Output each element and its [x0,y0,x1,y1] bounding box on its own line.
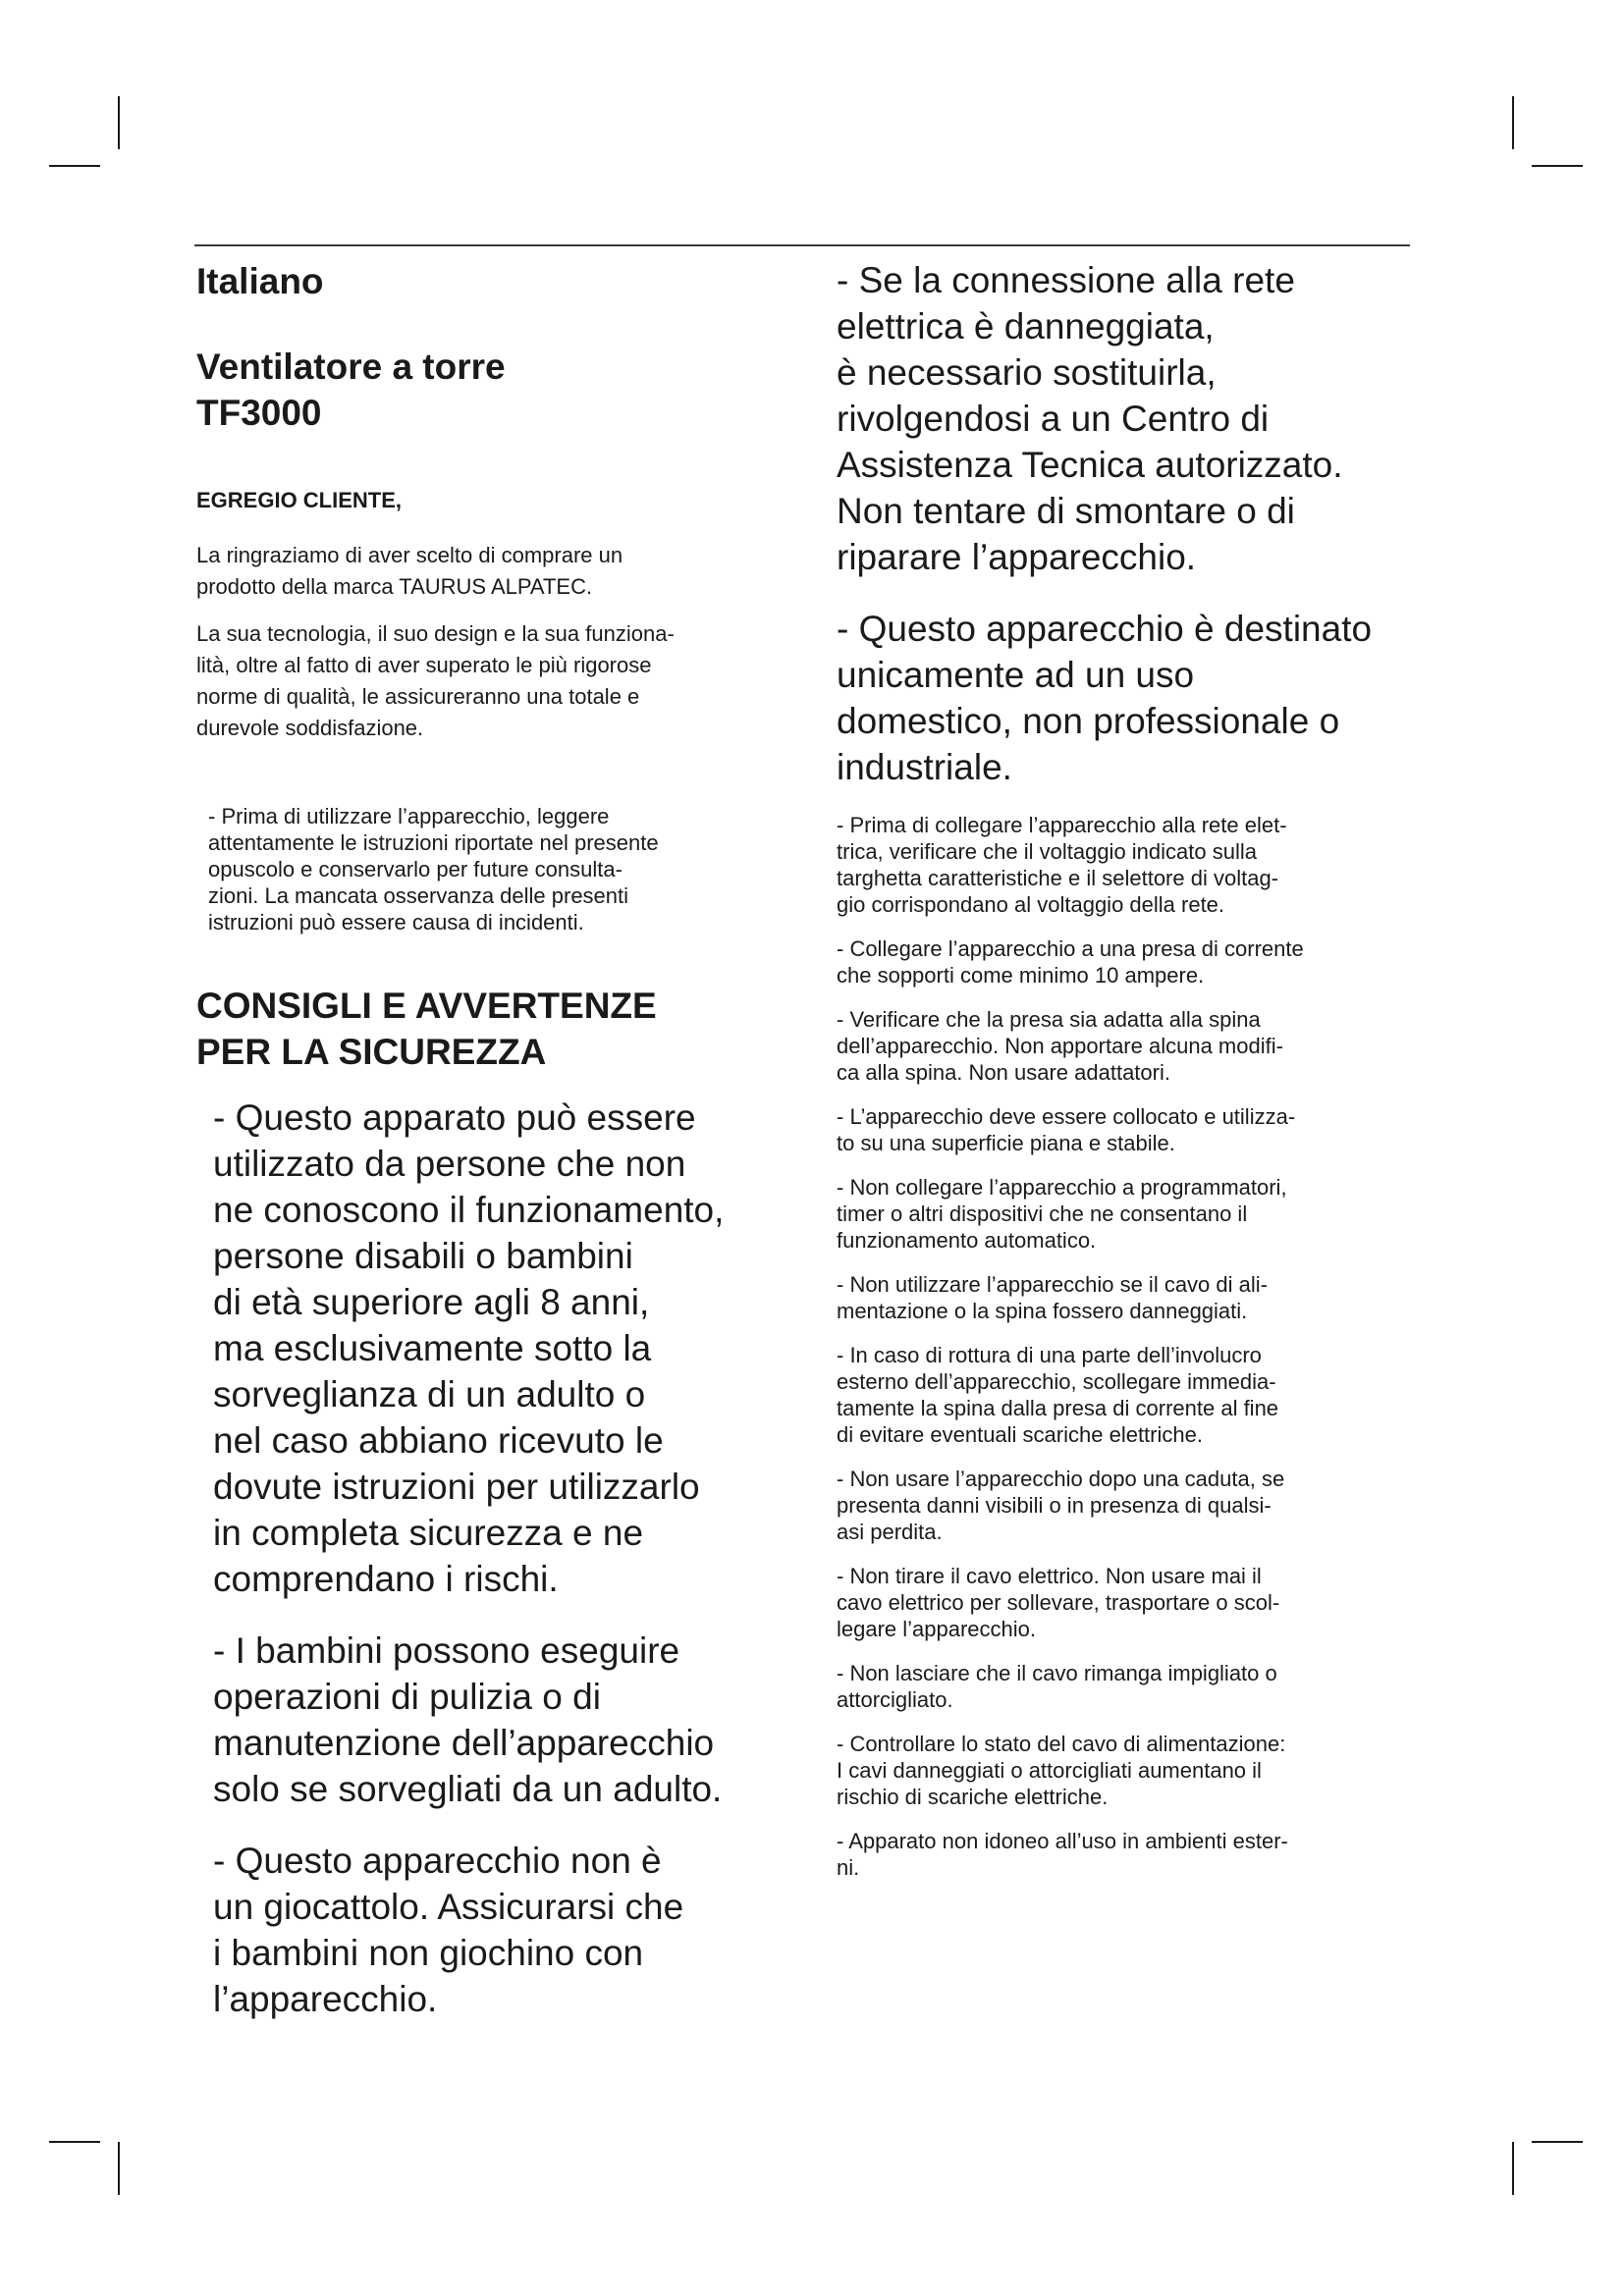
text-line: legare l’apparecchio. [837,1617,1037,1641]
crop-mark-bottom-left-horizontal [49,2141,100,2143]
text-line: rischio di scariche elettriche. [837,1785,1109,1809]
text-line: trica, verificare che il voltaggio indicato sulla [837,839,1257,864]
text-line: - Non lasciare che il cavo rimanga impigliato o [837,1661,1277,1685]
text-line: istruzioni può essere causa di incidenti. [208,910,584,934]
crop-mark-top-right-vertical [1512,96,1514,149]
text-line: nel caso abbiano ricevuto le [213,1420,664,1461]
left-column [196,257,805,2022]
text-line: - Se la connessione alla rete [837,260,1295,300]
text-line: prodotto della marca TAURUS ALPATEC. [196,574,593,599]
text-line: Assistenza Tecnica autorizzato. [837,445,1343,485]
text-line: mentazione o la spina fossero danneggiati. [837,1299,1248,1323]
text-line: comprendano i rischi. [213,1559,559,1599]
small-warning-3 [837,1006,1416,1086]
small-warning-5 [837,1174,1416,1254]
intro-paragraph-2 [196,618,805,744]
text-line: di età superiore agli 8 anni, [213,1282,650,1322]
small-warning-6 [837,1271,1416,1324]
text-line: zioni. La mancata osservanza delle presenti [208,883,629,908]
text-line: - Prima di collegare l’apparecchio alla rete elet- [837,813,1287,837]
text-line: tamente la spina dalla presa di corrente al fine [837,1396,1279,1420]
text-line: cavo elettrico per sollevare, trasportare o scol- [837,1590,1280,1615]
big-warning-1 [196,1095,805,1602]
text-line: ne conoscono il funzionamento, [213,1190,725,1230]
safety-heading [196,983,805,1075]
text-line: durevole soddisfazione. [196,716,424,740]
text-line: targhetta caratteristiche e il selettore di voltag- [837,866,1279,890]
small-warning-8 [837,1466,1416,1545]
text-line: - Questo apparato può essere [213,1097,696,1138]
right-column [837,257,1416,1881]
text-line: che sopporti come minimo 10 ampere. [837,963,1205,988]
small-warning-10 [837,1660,1416,1713]
text-line: solo se sorvegliati da un adulto. [213,1769,723,1809]
text-line: dell’apparecchio. Non apportare alcuna modifi- [837,1034,1283,1058]
text-line: - L’apparecchio deve essere collocato e utilizza- [837,1104,1296,1129]
text-line: - Controllare lo stato del cavo di alimentazione: [837,1732,1286,1756]
text-line: - Prima di utilizzare l’apparecchio, leggere [208,804,610,828]
small-warning-2 [837,935,1416,988]
text-line: unicamente ad un uso [837,655,1195,695]
text-line: CONSIGLI E AVVERTENZE [196,986,657,1026]
text-line: attentamente le istruzioni riportate nel presente [208,830,659,855]
text-line: i bambini non giochino con [213,1933,644,1973]
text-line: - Questo apparecchio non è [213,1841,662,1881]
text-line: - Non tirare il cavo elettrico. Non usare mai il [837,1564,1262,1588]
text-line: - Apparato non idoneo all’uso in ambienti ester- [837,1829,1288,1853]
text-line: attorcigliato. [837,1687,953,1712]
small-warning-12 [837,1828,1416,1881]
text-line: norme di qualità, le assicureranno una totale e [196,684,640,709]
text-line: - I bambini possono eseguire [213,1630,680,1671]
text-line: La sua tecnologia, il suo design e la sua funziona- [196,621,675,646]
first-warning [196,803,805,935]
big-warning-domestic-use [837,606,1416,790]
text-line: Non tentare di smontare o di [837,491,1295,531]
text-line: riparare l’apparecchio. [837,537,1197,577]
text-line: ma esclusivamente sotto la [213,1328,652,1368]
text-line: I cavi danneggiati o attorcigliati aumentano il [837,1758,1262,1783]
text-line: La ringraziamo di aver scelto di comprare un [196,543,623,567]
salutation: EGREGIO CLIENTE, [196,488,403,512]
text-line: - Verificare che la presa sia adatta alla spina [837,1007,1261,1032]
text-line: PER LA SICUREZZA [196,1032,547,1072]
big-warning-2 [196,1628,805,1812]
product-model: TF3000 [196,393,322,433]
text-line: industriale. [837,747,1012,787]
small-warning-7 [837,1342,1416,1448]
text-line: - In caso di rottura di una parte dell’involucro [837,1343,1262,1367]
intro-paragraph [196,540,805,603]
text-line: utilizzato da persone che non [213,1144,686,1184]
text-line: operazioni di pulizia o di [213,1677,601,1717]
text-line: esterno dell’apparecchio, scollegare immedia- [837,1369,1276,1394]
text-line: di evitare eventuali scariche elettriche. [837,1422,1203,1447]
text-line: timer o altri dispositivi che ne consentano il [837,1201,1248,1226]
crop-mark-top-left-vertical [118,96,120,149]
text-line: l’apparecchio. [213,1979,438,2019]
text-line: un giocattolo. Assicurarsi che [213,1887,684,1927]
text-line: asi perdita. [837,1520,943,1544]
crop-mark-bottom-left-vertical [118,2142,120,2195]
product-title [196,344,805,436]
text-line: ca alla spina. Non usare adattatori. [837,1060,1170,1085]
text-line: in completa sicurezza e ne [213,1513,644,1553]
text-line: lità, oltre al fatto di aver superato le più rigorose [196,653,652,677]
crop-mark-bottom-right-vertical [1512,2142,1514,2195]
crop-mark-bottom-right-horizontal [1532,2141,1583,2143]
small-warning-4 [837,1103,1416,1156]
text-line: rivolgendosi a un Centro di [837,399,1270,439]
small-warning-9 [837,1563,1416,1642]
small-warning-1 [837,812,1416,918]
crop-mark-top-right-horizontal [1532,165,1583,167]
crop-mark-top-left-horizontal [49,165,100,167]
text-line: è necessario sostituirla, [837,352,1217,393]
text-line: - Non collegare l’apparecchio a programmatori, [837,1175,1287,1200]
text-line: presenta danni visibili o in presenza di qualsi- [837,1493,1272,1518]
header-rule [194,244,1410,246]
text-line: - Non usare l’apparecchio dopo una caduta, se [837,1467,1285,1491]
text-line: - Questo apparecchio è destinato [837,609,1373,649]
text-line: gio corrispondano al voltaggio della rete. [837,892,1225,917]
language-heading: Italiano [196,261,324,301]
text-line: opuscolo e conservarlo per future consulta- [208,857,623,881]
text-line: elettrica è danneggiata, [837,306,1215,347]
text-line: sorveglianza di un adulto o [213,1374,646,1415]
big-warning-power-cord [837,257,1416,580]
text-line: persone disabili o bambini [213,1236,633,1276]
product-title-line: Ventilatore a torre [196,347,506,387]
small-warning-11 [837,1731,1416,1810]
text-line: domestico, non professionale o [837,701,1340,741]
text-line: manutenzione dell’apparecchio [213,1723,715,1763]
text-line: dovute istruzioni per utilizzarlo [213,1467,700,1507]
big-warning-3 [196,1838,805,2022]
text-line: - Collegare l’apparecchio a una presa di corrente [837,936,1304,961]
text-line: to su una superficie piana e stabile. [837,1131,1175,1155]
text-line: funzionamento automatico. [837,1228,1097,1253]
text-line: - Non utilizzare l’apparecchio se il cavo di ali- [837,1272,1268,1297]
text-line: ni. [837,1855,860,1880]
